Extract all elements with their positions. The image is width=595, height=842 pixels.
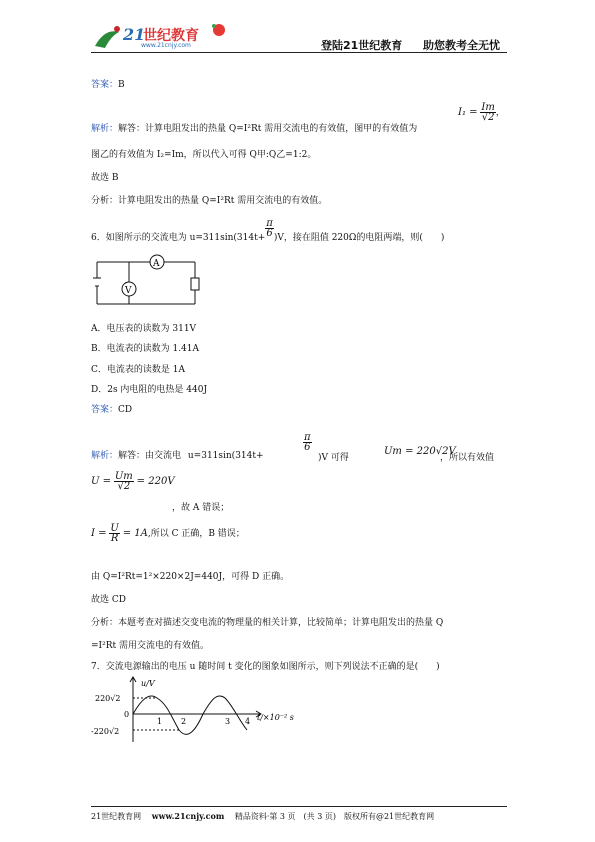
footer-info: 精品资料·第 3 页 (共 3 页) 版权所有@21世纪教育网: [234, 812, 435, 821]
q6-analysis-frac-num: π: [304, 432, 311, 443]
q6-analysis-label: 解析：: [91, 451, 119, 461]
q7-sine-graph: [91, 676, 321, 746]
u-rhs: = 220V: [136, 476, 175, 487]
x-tick-2: 2: [181, 717, 187, 726]
q7-stem: 7．交流电源输出的电压 u 随时间 t 变化的图象如图所示，则下列说法不正确的是( ): [91, 662, 440, 672]
ammeter-label: A: [153, 259, 160, 269]
formula-den: √2: [481, 112, 495, 123]
footer-url: www.21cnjy.com: [151, 811, 225, 821]
analysis-label: 解析：: [91, 124, 119, 134]
y-bottom-label: -220√2: [91, 727, 120, 736]
q6-answer: [91, 404, 132, 416]
x-tick-1: 1: [157, 717, 163, 726]
conclusion-1: 故选 B: [91, 173, 119, 183]
q6-analysis-fraction: [303, 433, 312, 452]
q6-frac-num: π: [266, 218, 273, 229]
i-den: R: [110, 533, 119, 544]
y-top-label: 220√2: [95, 694, 121, 703]
q6-conclusion: 故选 CD: [91, 595, 126, 605]
q6-um-formula: Um = 220√2V: [384, 446, 456, 457]
header-slogan-1: 登陆21世纪教育: [321, 39, 403, 52]
formula-lhs: I₁ =: [458, 107, 478, 118]
u-fraction: [114, 472, 134, 491]
q6-frac-den: 6: [266, 228, 273, 239]
q6-stem: [91, 218, 445, 244]
y-zero-label: 0: [124, 710, 130, 719]
analysis-text: 解答：计算电阻发出的热量 Q=I²Rt 需用交流电的有效值，图甲的有效值为: [118, 124, 418, 134]
u-lhs: U =: [91, 476, 111, 487]
analysis-1-line2: 图乙的有效值为 I₂=Im，所以代入可得 Q甲:Q乙=1:2。: [91, 150, 317, 160]
x-tick-4: 4: [245, 717, 251, 726]
q6-u-formula: [91, 472, 175, 491]
q6-stem-fraction: [265, 219, 274, 238]
q6-option-b: B．电流表的读数为 1.41A: [91, 344, 200, 354]
q6-circuit-diagram: [91, 252, 201, 308]
q6-analysis-c: ，所以有效值: [440, 453, 495, 463]
q6-option-c: C．电流表的读数是 1A: [91, 365, 185, 375]
i-tail: ,所以 C 正确，B 错误；: [147, 529, 245, 539]
formula-num: Im: [481, 102, 495, 113]
header: [91, 22, 507, 54]
q6-q-line: 由 Q=I²Rt=1²×220×2J=440J，可得 D 正确。: [91, 572, 290, 582]
answer-label: 答案：: [91, 80, 119, 90]
u-num: Um: [114, 471, 133, 482]
footer: [91, 811, 434, 822]
answer-value: B: [118, 80, 125, 90]
i-lhs: I =: [91, 528, 107, 539]
svg-text:21: 21: [123, 25, 146, 44]
fenxi-1: 分析：计算电阻发出的热量 Q=I²Rt 需用交流电的有效值。: [91, 196, 328, 206]
q6-analysis-frac-den: 6: [304, 442, 311, 453]
i-fraction: [109, 524, 119, 543]
formula-fraction: [480, 103, 495, 122]
header-slogan-2: 助您教考全无忧: [423, 39, 500, 52]
q6-stem-b: )V，接在阻值 220Ω的电阻两端，则( ): [273, 233, 445, 243]
q6-stem-a: 6．如图所示的交流电为 u=311sin(314t+: [91, 233, 266, 243]
x-axis-label: t/×10⁻² s: [257, 713, 294, 722]
y-axis-label: u/V: [141, 679, 155, 688]
q6-analysis-b: )V 可得: [318, 453, 349, 463]
q6-analysis-a: 解答：由交流电 u=311sin(314t+: [118, 451, 264, 461]
q6-fenxi-2: =I²Rt 需用交流电的有效值。: [91, 641, 209, 651]
sine-wave: [133, 696, 247, 734]
u-den: √2: [117, 481, 131, 492]
voltmeter-label: V: [125, 286, 132, 296]
q6-answer-label: 答案：: [91, 405, 119, 415]
q6-u-tail: ，故 A 错误；: [172, 503, 230, 513]
q6-i-formula: [91, 524, 245, 543]
i-num: U: [110, 523, 119, 534]
q6-option-a: A．电压表的读数为 311V: [91, 324, 197, 334]
q6-option-d: D．2s 内电阻的电热是 440J: [91, 385, 208, 395]
formula-i1: I₁ = $\frac{Im}{√2}$ ，: [458, 102, 505, 123]
logo-url: www.21cnjy.com: [141, 42, 191, 49]
i-rhs: = 1A: [122, 528, 148, 539]
x-tick-3: 3: [225, 717, 231, 726]
answer-1: [91, 79, 125, 91]
analysis-1: [91, 123, 417, 135]
svg-text:世纪教育: 世纪教育: [143, 28, 199, 44]
q6-analysis: [91, 450, 264, 462]
footer-rule: [91, 806, 507, 807]
q6-answer-value: CD: [118, 405, 133, 415]
q6-fenxi-1: 分析：本题考查对描述交变电流的物理量的相关计算，比较简单；计算电阻发出的热量 Q: [91, 618, 444, 628]
header-rule: [91, 52, 507, 53]
footer-site: 21世纪教育网: [91, 812, 142, 821]
